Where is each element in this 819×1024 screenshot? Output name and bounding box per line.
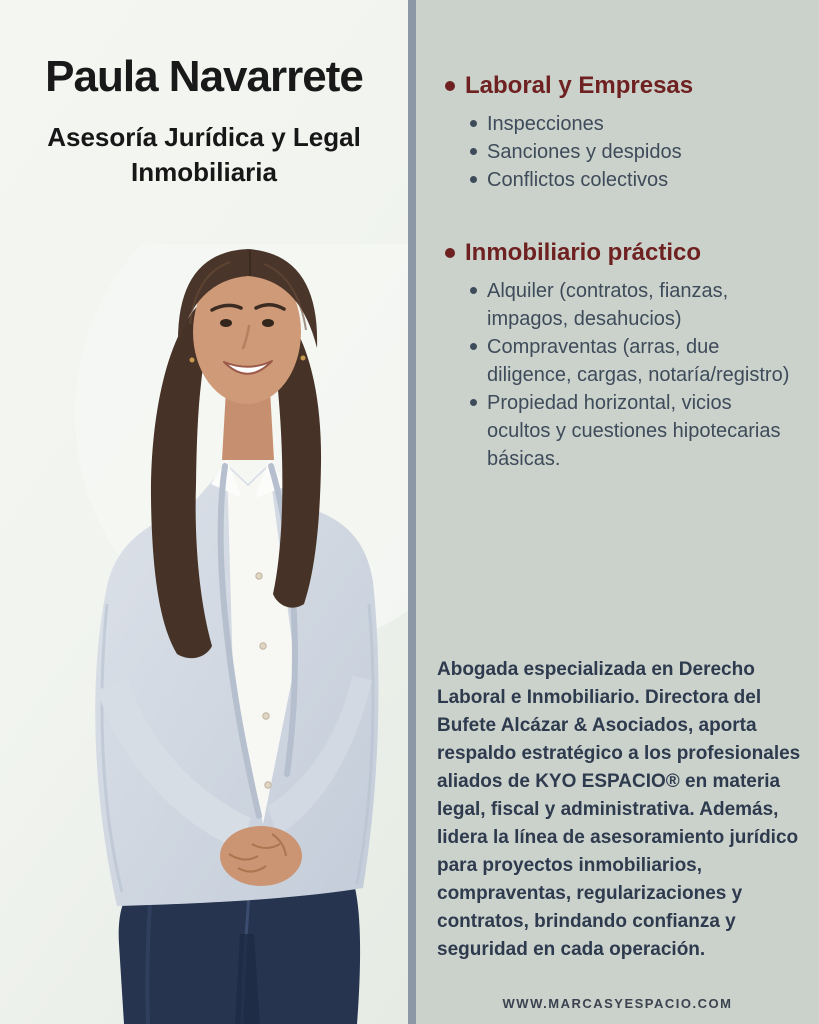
list-item-label: Conflictos colectivos bbox=[487, 169, 669, 191]
right-panel bbox=[416, 0, 819, 1024]
hands bbox=[220, 826, 302, 886]
list-item bbox=[470, 110, 796, 138]
profile-subtitle bbox=[0, 120, 408, 190]
list-item bbox=[470, 333, 796, 389]
item-list bbox=[470, 277, 796, 473]
list-item bbox=[470, 166, 796, 194]
bullet-icon bbox=[445, 248, 455, 258]
section-heading-label: Inmobiliario práctico bbox=[465, 239, 702, 266]
section-heading-label: Laboral y Empresas bbox=[465, 72, 694, 99]
left-panel bbox=[0, 0, 408, 1024]
portrait-photo bbox=[0, 244, 408, 1024]
bio-paragraph: Abogada especializada en Derecho Laboral e Inmobiliario. Directora del Bufete Alcázar & Asociados, aporta respaldo estratégico a los profesionales aliados de KYO ESPACIO® en materia legal, fiscal y administrativa. Además, lidera la línea de asesoramiento jurídico para proyectos inmobiliarios, compraventas, regularizaciones y contratos, brindando confianza y seguridad en cada operación. bbox=[437, 659, 801, 960]
bullet-icon bbox=[470, 287, 477, 294]
list-item bbox=[470, 389, 796, 473]
earring bbox=[301, 356, 306, 361]
vertical-divider bbox=[408, 0, 416, 1024]
list-item-label: Sanciones y despidos bbox=[487, 141, 682, 163]
bullet-icon bbox=[470, 399, 477, 406]
item-list bbox=[470, 110, 796, 194]
bullet-icon bbox=[470, 176, 477, 183]
website-url: WWW.MARCASYESPACIO.COM bbox=[502, 996, 733, 1011]
earring bbox=[190, 358, 195, 363]
bullet-icon bbox=[445, 81, 455, 91]
section-heading bbox=[445, 237, 813, 269]
subtitle-line-1: Asesoría Jurídica y Legal bbox=[47, 122, 361, 152]
page-title: Paula Navarrete bbox=[45, 52, 363, 101]
list-item bbox=[470, 138, 796, 166]
list-item-label: Propiedad horizontal, vicios ocultos y cuestiones hipotecarias básicas. bbox=[487, 392, 781, 470]
list-item-label: Compraventas (arras, due diligence, cargas, notaría/registro) bbox=[487, 336, 790, 386]
bullet-icon bbox=[470, 343, 477, 350]
list-item bbox=[470, 277, 796, 333]
list-item-label: Inspecciones bbox=[487, 113, 604, 135]
section-inmobiliario bbox=[445, 237, 813, 473]
list-item-label: Alquiler (contratos, fianzas, impagos, desahucios) bbox=[487, 280, 729, 330]
subtitle-line-2: Inmobiliaria bbox=[131, 157, 277, 187]
bullet-icon bbox=[470, 120, 477, 127]
section-heading bbox=[445, 70, 813, 102]
bullet-icon bbox=[470, 148, 477, 155]
section-laboral bbox=[445, 70, 813, 194]
